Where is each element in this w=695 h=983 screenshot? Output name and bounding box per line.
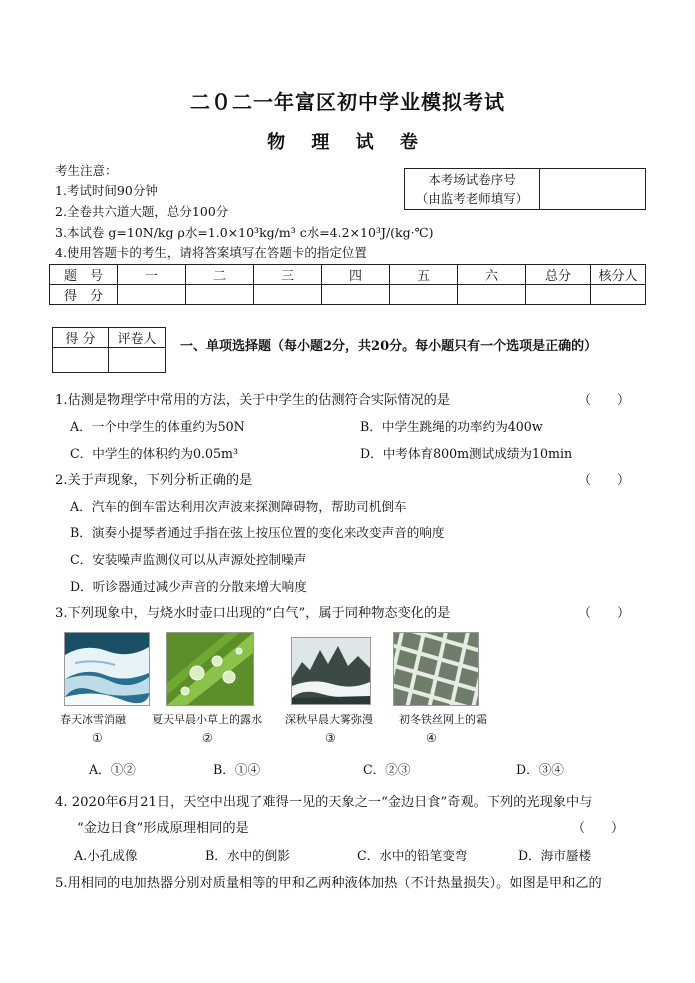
exam-subtitle: 物 理 试 卷 [267,132,428,153]
q3-option-a[interactable]: A．①② [89,762,136,777]
q3-option-d[interactable]: D．③④ [516,762,564,777]
serial-label-line2: （由监考老师填写） [415,191,529,206]
score-cell[interactable] [458,285,526,305]
score-table-header-row [50,265,646,285]
notice-heading: 考生注意： [55,163,118,178]
serial-number-box [404,168,646,210]
grader-score-field[interactable] [53,348,109,373]
score-cell[interactable] [390,285,458,305]
serial-number-field[interactable] [540,169,646,210]
image-caption: 初冬铁丝网上的霜 [399,713,487,726]
image-number: ① [92,731,103,745]
question-5-stem: 5.用相同的电加热器分别对质量相等的甲和乙两种液体加热（不计热量损失）。如图是甲和乙的 [55,876,602,891]
score-table-score-row [50,285,646,305]
q1-option-b[interactable]: B．中学生跳绳的功率约为400w [360,419,543,434]
question-4-stem: 4. 2020年6月21日，天空中出现了难得一见的天象之一“金边日食”奇观。下列的光现象中与 [55,795,593,810]
score-header-cell: 二 [186,265,254,285]
image-number: ② [202,731,213,745]
score-cell[interactable] [254,285,322,305]
q4-option-a[interactable]: A.小孔成像 [74,848,138,863]
exam-title: 二０二一年富区初中学业模拟考试 [190,90,505,114]
image-number: ③ [325,731,336,745]
q2-option-d[interactable]: D．听诊器通过减少声音的分散来增大响度 [70,579,307,594]
score-header-cell: 题 号 [50,265,118,285]
answer-parentheses[interactable]: （ ） [578,606,631,621]
notice-line-1: 1.考试时间90分钟 [55,183,158,198]
score-header-cell: 四 [322,265,390,285]
foggy-mountain-image [291,637,371,705]
image-caption: 夏天早晨小草上的露水 [152,713,262,726]
melting-ice-image [64,632,150,706]
grader-name-field[interactable] [109,348,166,373]
serial-number-label [405,169,540,210]
q4-option-d[interactable]: D．海市蜃楼 [518,848,592,863]
q1-option-d[interactable]: D．中考体育800m测试成绩为10min [360,446,573,461]
score-header-cell: 核分人 [591,265,646,285]
q1-option-c[interactable]: C．中学生的体积约为0.05m³ [70,446,239,461]
q2-option-b[interactable]: B．演奏小提琴者通过手指在弦上按压位置的变化来改变声音的响度 [70,525,445,540]
q2-option-c[interactable]: C．安装噪声监测仪可以从声源处控制噪声 [70,552,307,567]
score-header-cell: 六 [458,265,526,285]
answer-parentheses[interactable]: （ ） [572,821,625,836]
score-cell[interactable] [118,285,186,305]
image-caption: 春天冰雪消融 [60,713,126,726]
q2-option-a[interactable]: A．汽车的倒车雷达利用次声波来探测障碍物，帮助司机倒车 [70,499,407,514]
grader-name-label: 评卷人 [109,328,166,348]
image-number: ④ [426,731,437,745]
notice-line-2: 2.全卷共六道大题，总分100分 [55,204,229,219]
notice-line-3: 3.本试卷 g=10N/kg ρ水=1.0×10³kg/m³ c水=4.2×10³J/(kg·℃) [55,225,434,240]
score-header-cell: 三 [254,265,322,285]
question-4-stem-line2: “金边日食”形成原理相同的是 [77,821,249,836]
q3-option-c[interactable]: C．②③ [363,762,411,777]
answer-parentheses[interactable]: （ ） [578,473,631,488]
serial-label-line1: 本考场试卷序号 [428,172,516,187]
question-1-stem: 1.估测是物理学中常用的方法，关于中学生的估测符合实际情况的是 [55,393,451,408]
q3-option-b[interactable]: B．①④ [213,762,261,777]
image-caption: 深秋早晨大雾弥漫 [285,713,373,726]
grader-score-label: 得 分 [53,328,109,348]
notice-line-4: 4.使用答题卡的考生，请将答案填写在答题卡的指定位置 [55,245,367,260]
frost-wire-mesh-image [393,632,479,706]
score-cell[interactable] [591,285,646,305]
section-1-title: 一、单项选择题（每小题2分，共20分。每小题只有一个选项是正确的） [180,339,598,354]
score-header-cell: 五 [390,265,458,285]
answer-parentheses[interactable]: （ ） [578,393,631,408]
score-table [49,264,646,305]
q1-option-a[interactable]: A．一个中学生的体重约为50N [70,419,245,434]
q4-option-c[interactable]: C．水中的铅笔变弯 [357,848,468,863]
question-2-stem: 2.关于声现象，下列分析正确的是 [55,473,253,488]
score-header-cell: 一 [118,265,186,285]
q4-option-b[interactable]: B．水中的倒影 [205,848,290,863]
grader-box [52,327,166,373]
score-row-label: 得 分 [50,285,118,305]
score-cell[interactable] [186,285,254,305]
score-cell[interactable] [322,285,390,305]
dew-on-grass-image [166,632,254,706]
question-3-stem: 3.下列现象中，与烧水时壶口出现的“白气”，属于同种物态变化的是 [55,606,451,621]
score-cell[interactable] [526,285,591,305]
score-header-cell: 总分 [526,265,591,285]
